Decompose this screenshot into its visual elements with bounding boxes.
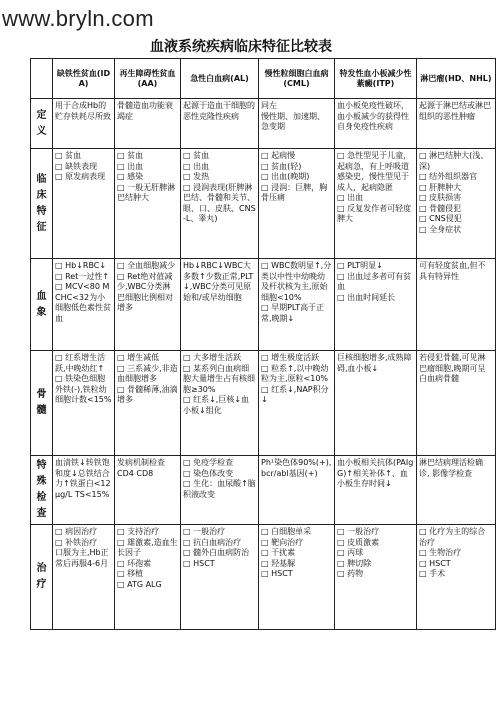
cell-line: □ 感染	[117, 172, 144, 181]
cell-line: 血小板相关抗体(PAIgG)↑相关补体↑、血小板生存时间↓	[337, 458, 414, 488]
header-cml: 慢性粒细胞白血病(CML)	[259, 59, 335, 99]
table-row	[31, 149, 496, 259]
table-cell	[53, 525, 115, 630]
table-cell	[53, 456, 115, 525]
cell-line: □ 羟基脲	[261, 558, 296, 568]
table-row	[31, 99, 496, 149]
table-cell	[115, 99, 181, 149]
cell-line: □ 某系列白血病细胞大量增生占有核细胞≥30%	[183, 363, 255, 394]
table-cell	[53, 149, 115, 259]
cell-line: □ 急性型见于儿童，起病急，有上呼吸道感染史，慢性型见于成人，起病隐匿	[337, 151, 412, 192]
cell-line: □ 髓外白血病防治	[183, 548, 250, 557]
cell-line: □ ATG ALG	[117, 579, 162, 589]
cell-line: 慢性期、加速期、急变期	[261, 111, 325, 131]
cell-line: 同左	[261, 101, 277, 110]
cell-line: □ 缺铁表现	[55, 161, 98, 171]
table-cell	[259, 259, 335, 351]
row-label	[31, 456, 53, 525]
table-row	[31, 351, 496, 456]
cell-line: 若侵犯骨髓,可见淋巴瘤细胞,晚期可呈白血病骨髓	[419, 353, 486, 383]
cell-line: □ 病因治疗	[55, 527, 98, 536]
table-cell	[181, 525, 259, 630]
cell-line: □ 脾切除	[337, 558, 372, 568]
table-cell	[181, 259, 259, 351]
cell-line: 起源于造血干细胞的恶性克隆性疾病	[183, 101, 255, 121]
cell-line: □ Ret绝对值减少,WBC分类淋巴细胞比例相对增多	[117, 271, 173, 312]
table-cell	[115, 149, 181, 259]
cell-line: □ HSCT	[419, 558, 451, 568]
table-cell	[181, 351, 259, 456]
cell-line: □ 淋巴结肿大(浅、深)	[419, 151, 489, 171]
cell-line: 巨核细胞增多,成熟障碍,血小板↓	[337, 353, 412, 373]
cell-line: □ 白细胞单采	[261, 527, 312, 536]
cell-line: □ 红系↓,NAP积分↓	[261, 384, 329, 404]
table-cell	[53, 99, 115, 149]
table-cell	[335, 99, 417, 149]
row-label-text: 血 象	[36, 290, 47, 318]
cell-line: □ 骨髓侵犯	[419, 203, 462, 213]
header-itp: 特发性血小板减少性紫癜(ITP)	[335, 59, 417, 99]
table-cell	[417, 351, 496, 456]
cell-line: □ 大多增生活跃	[183, 353, 242, 362]
table-cell	[335, 149, 417, 259]
cell-line: □ 三系减少,非造血细胞增多	[117, 363, 178, 383]
cell-line: □ 雄激素,造血生长因子	[117, 537, 178, 557]
row-label	[31, 525, 53, 630]
cell-line: □ 染色体改变	[183, 468, 234, 478]
cell-line: □ 骨髓稀薄,油滴增多	[117, 384, 178, 404]
cell-line: □ 结外组织器官	[419, 172, 478, 181]
cell-line: □ 起病慢	[261, 151, 296, 160]
cell-line: □ 出血时间延长	[337, 292, 396, 302]
table-cell	[417, 149, 496, 259]
table-cell	[115, 351, 181, 456]
table-cell	[417, 259, 496, 351]
cell-line: □ HSCT	[183, 558, 215, 568]
document-title: 血液系统疾病临床特征比较表	[150, 39, 332, 55]
cell-line: 可有轻度贫血,但不具有特异性	[419, 261, 486, 281]
table-cell	[115, 525, 181, 630]
cell-line: □ 浸润表现(肝脾淋巴结、骨髓和关节、眼、口、皮肤、CNS-L、睾丸)	[183, 182, 256, 223]
row-label	[31, 351, 53, 456]
cell-line: □ 一般无肝脾淋巴结肿大	[117, 182, 176, 202]
table-row	[31, 456, 496, 525]
cell-line: □ 贫血	[183, 151, 210, 160]
cell-line: □ 生物治疗	[419, 548, 462, 557]
table-cell	[181, 456, 259, 525]
cell-line: □ HSCT	[261, 569, 293, 578]
row-label	[31, 259, 53, 351]
row-label-text: 治 疗	[36, 563, 47, 590]
table-cell	[259, 149, 335, 259]
cell-line: 骨髓造血功能衰竭症	[117, 101, 173, 121]
cell-line: □ 出血	[183, 161, 210, 171]
comparison-table	[30, 58, 496, 630]
cell-line: □ 一般治疗	[337, 527, 380, 536]
cell-line: □ CNS侵犯	[419, 214, 462, 223]
cell-line: □ 发热	[183, 172, 210, 181]
cell-line: □ 早期PLT高于正常,晚期↓	[261, 303, 325, 323]
header-al: 急性白血病(AL)	[181, 59, 259, 99]
cell-line: □ 增生极度活跃	[261, 353, 320, 362]
table-cell	[115, 456, 181, 525]
cell-line: □ 全血细胞减少	[117, 261, 176, 270]
row-label-text: 骨 髓	[36, 389, 47, 416]
cell-line: □ 贫血	[55, 151, 82, 160]
cell-line: □ 出血过多者可有贫血	[337, 271, 412, 291]
cell-line: □ 浸润：巨脾，胸骨压痛	[261, 182, 328, 202]
table-cell	[417, 99, 496, 149]
table-cell	[335, 259, 417, 351]
cell-line: □ 反复发作者可轻度脾大	[337, 203, 412, 223]
cell-line: □ Hb↓RBC↓	[55, 261, 107, 270]
row-label-text: 临 床 特 征	[36, 173, 47, 233]
cell-line: Ph¹染色体90%(+), bcr/abl基因(+)	[261, 458, 332, 478]
cell-line: □ WBC数明显↑,分类以中性中幼晚幼及杆状核为主,原始细胞<10%	[261, 261, 332, 302]
cell-line: □ 出血	[337, 193, 364, 202]
cell-line: □ 支持治疗	[117, 527, 160, 536]
cell-line: 口服为主,Hb正常后再服4-6月	[55, 548, 109, 568]
cell-line: □ 出血(晚期)	[261, 172, 310, 181]
cell-line: □ 化疗为主的综合治疗	[419, 527, 486, 547]
cell-line: 血清铁↓转铁饱和度↓总铁结合力↑铁蛋白<12μg/L TS<15%	[55, 458, 111, 499]
row-label	[31, 99, 53, 149]
cell-line: □ 肝脾肿大	[419, 182, 462, 192]
cell-line: □ 生化：血尿酸↑脑积液改变	[183, 479, 256, 499]
cell-line: 血小板免疫性破坏，血小板减少的获得性自身免疫性疾病	[337, 101, 409, 131]
cell-line: Hb↓RBC↓WBC大多数↑少数正常,PLT↓,WBC分类可见原始和/或早幼细胞	[183, 261, 254, 302]
cell-line: □ 原发病表现	[55, 172, 106, 181]
cell-line: □ 贫血	[117, 151, 144, 160]
cell-line: 用于合成Hb的贮存铁耗尽所致	[55, 101, 111, 121]
table-cell	[259, 99, 335, 149]
table-cell	[181, 99, 259, 149]
table-body	[31, 99, 496, 630]
cell-line: 淋巴结病理活检确诊, 影像学检查	[419, 458, 483, 478]
cell-line: □ 手术	[419, 569, 446, 578]
cell-line: □ 贫血(轻)	[261, 161, 302, 171]
row-label-text: 定 义	[36, 109, 47, 137]
table-cell	[53, 259, 115, 351]
header-ida: 缺铁性贫血(IDA)	[53, 59, 115, 99]
cell-line: □ 红系↓,巨核↓血小板↓组化	[183, 395, 250, 415]
cell-line: CD4 CD8	[117, 468, 154, 478]
cell-line: □ PLT明显↓	[337, 261, 383, 270]
watermark-text: www.bryln.com	[2, 6, 154, 31]
header-corner	[31, 59, 53, 99]
row-label	[31, 149, 53, 259]
table-cell	[115, 259, 181, 351]
cell-line: □ 药物	[337, 569, 364, 578]
cell-line: 发病机制检查	[117, 458, 165, 467]
table-cell	[335, 351, 417, 456]
table-row	[31, 259, 496, 351]
cell-line: □ 红系增生活跃,中晚幼红↑	[55, 353, 106, 373]
cell-line: 起源于淋巴结或淋巴组织的恶性肿瘤	[419, 101, 491, 121]
cell-line: □ 移植	[117, 569, 144, 578]
cell-line: □ 环孢素	[117, 558, 152, 568]
cell-line: □ MCV<80 MCHC<32为小细胞低色素性贫血	[55, 282, 111, 323]
cell-line: □ 干扰素	[261, 548, 296, 557]
table-cell	[335, 525, 417, 630]
table-header-row	[31, 59, 496, 99]
table-cell	[259, 456, 335, 525]
cell-line: □ 免疫学检查	[183, 458, 234, 467]
table-cell	[181, 149, 259, 259]
cell-line: □ 全身症状	[419, 224, 462, 234]
cell-line: □ 增生减低	[117, 353, 160, 362]
header-lymphoma: 淋巴瘤(HD、NHL)	[417, 59, 496, 99]
cell-line: □ 一般治疗	[183, 527, 226, 536]
cell-line: □ 补铁治疗	[55, 537, 98, 547]
table-cell	[259, 525, 335, 630]
cell-line: □ 丙球	[337, 548, 364, 557]
row-label-text: 特 殊 检 查	[36, 460, 47, 519]
header-aa: 再生障碍性贫血(AA)	[115, 59, 181, 99]
table-cell	[335, 456, 417, 525]
table-cell	[417, 525, 496, 630]
table-row	[31, 525, 496, 630]
table-cell	[417, 456, 496, 525]
cell-line: □ 皮质激素	[337, 537, 380, 547]
cell-line: □ 抗白血病治疗	[183, 537, 242, 547]
cell-line: □ 铁染色细胞外铁(-),铁粒幼细胞计数<15%	[55, 374, 112, 404]
cell-line: □ 靶向治疗	[261, 537, 304, 547]
cell-line: □ 粒系↑,以中晚幼粒为主,原粒<10%	[261, 363, 329, 383]
table-cell	[53, 351, 115, 456]
table-cell	[259, 351, 335, 456]
cell-line: □ Ret一过性↑	[55, 271, 110, 281]
cell-line: □ 出血	[117, 161, 144, 171]
cell-line: □ 皮肤损害	[419, 193, 462, 202]
